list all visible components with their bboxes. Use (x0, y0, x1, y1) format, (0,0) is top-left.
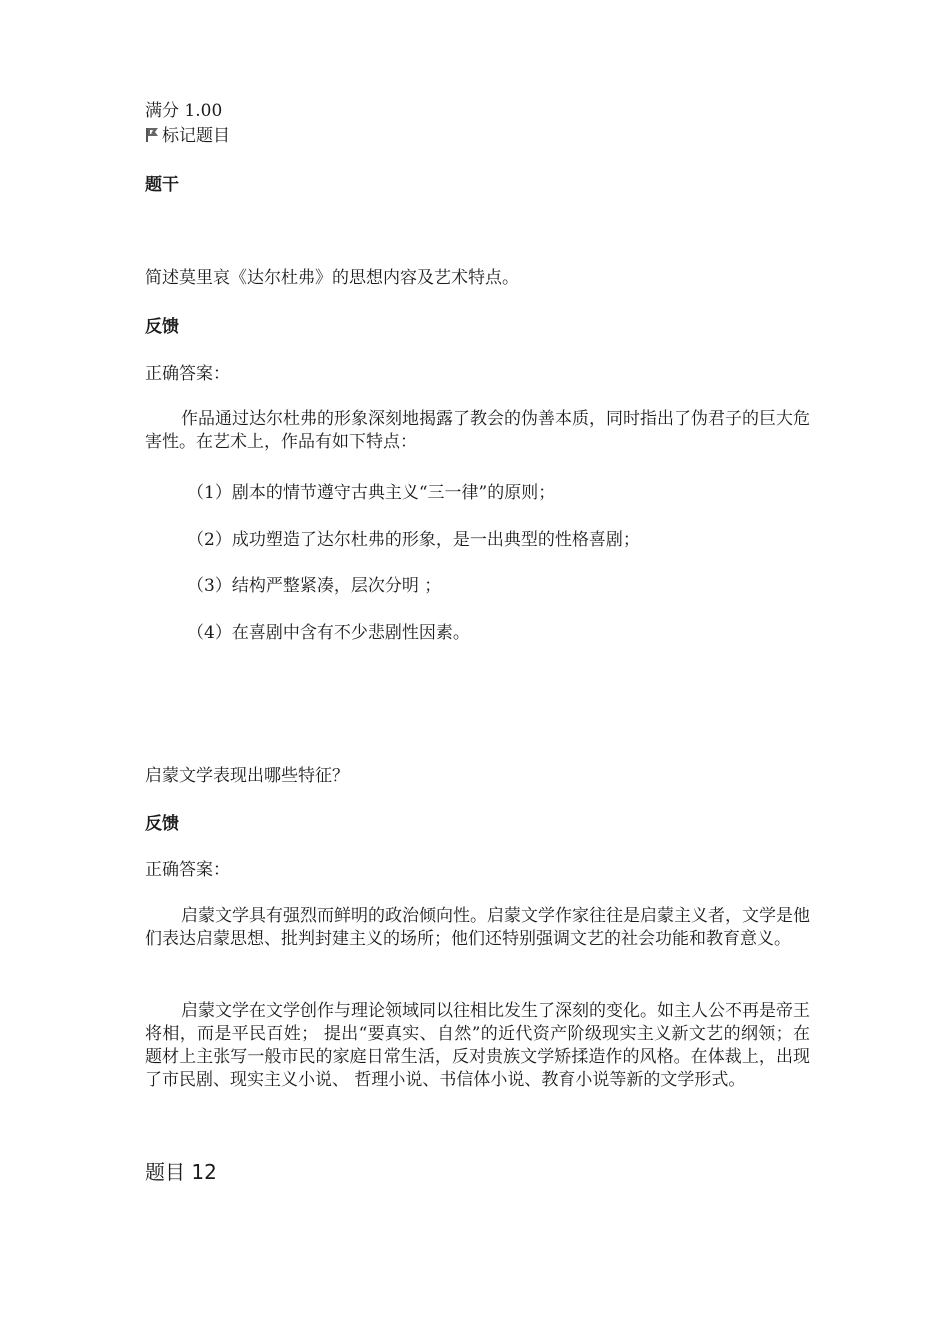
correct-answer-label: 正确答案： (145, 364, 230, 384)
answer-paragraph: 启蒙文学具有强烈而鲜明的政治倾向性。启蒙文学作家往往是启蒙主义者，文学是他们表达启蒙思想、批判封建主义的场所；他们还特别强调文艺的社会功能和教育意义。 (145, 906, 810, 949)
question-stem-text: 启蒙文学表现出哪些特征？ (145, 766, 349, 786)
answer-paragraph: 作品通过达尔杜弗的形象深刻地揭露了教会的伪善本质，同时指出了伪君子的巨大危害性。在艺术上，作品有如下特点： (145, 409, 810, 452)
answer-list-item: （1）剧本的情节遵守古典主义“三一律”的原则； (187, 483, 556, 503)
question-stem-text: 简述莫里哀《达尔杜弗》的思想内容及艺术特点。 (145, 268, 519, 288)
flag-question-link[interactable] (145, 124, 230, 148)
flag-question-label: 标记题目 (162, 126, 230, 146)
stem-heading: 题干 (145, 175, 179, 195)
question-score: 满分 1.00 (145, 101, 223, 121)
feedback-heading: 反馈 (145, 317, 179, 337)
answer-list-item: （2）成功塑造了达尔杜弗的形象，是一出典型的性格喜剧； (187, 530, 640, 550)
correct-answer-label: 正确答案： (145, 860, 230, 880)
answer-list-item: （3）结构严整紧凑，层次分明 ； (187, 576, 442, 596)
answer-list-item: （4）在喜剧中含有不少悲剧性因素。 (187, 623, 470, 643)
answer-paragraph: 启蒙文学在文学创作与理论领域同以往相比发生了深刻的变化。如主人公不再是帝王将相，而是平民百姓； 提出“要真实、自然”的近代资产阶级现实主义新文艺的纲领；在题材上主张写一般市民的家庭日常生活，反对贵族文学矫揉造作的风格。在体裁上，出现了市民剧、现实主义小说、 哲理小说、书信体小说、教育小说等新的文学形式。 (145, 1001, 810, 1090)
flag-icon (145, 127, 159, 143)
next-question-title: 题目 12 (145, 1160, 217, 1184)
feedback-heading: 反馈 (145, 814, 179, 834)
